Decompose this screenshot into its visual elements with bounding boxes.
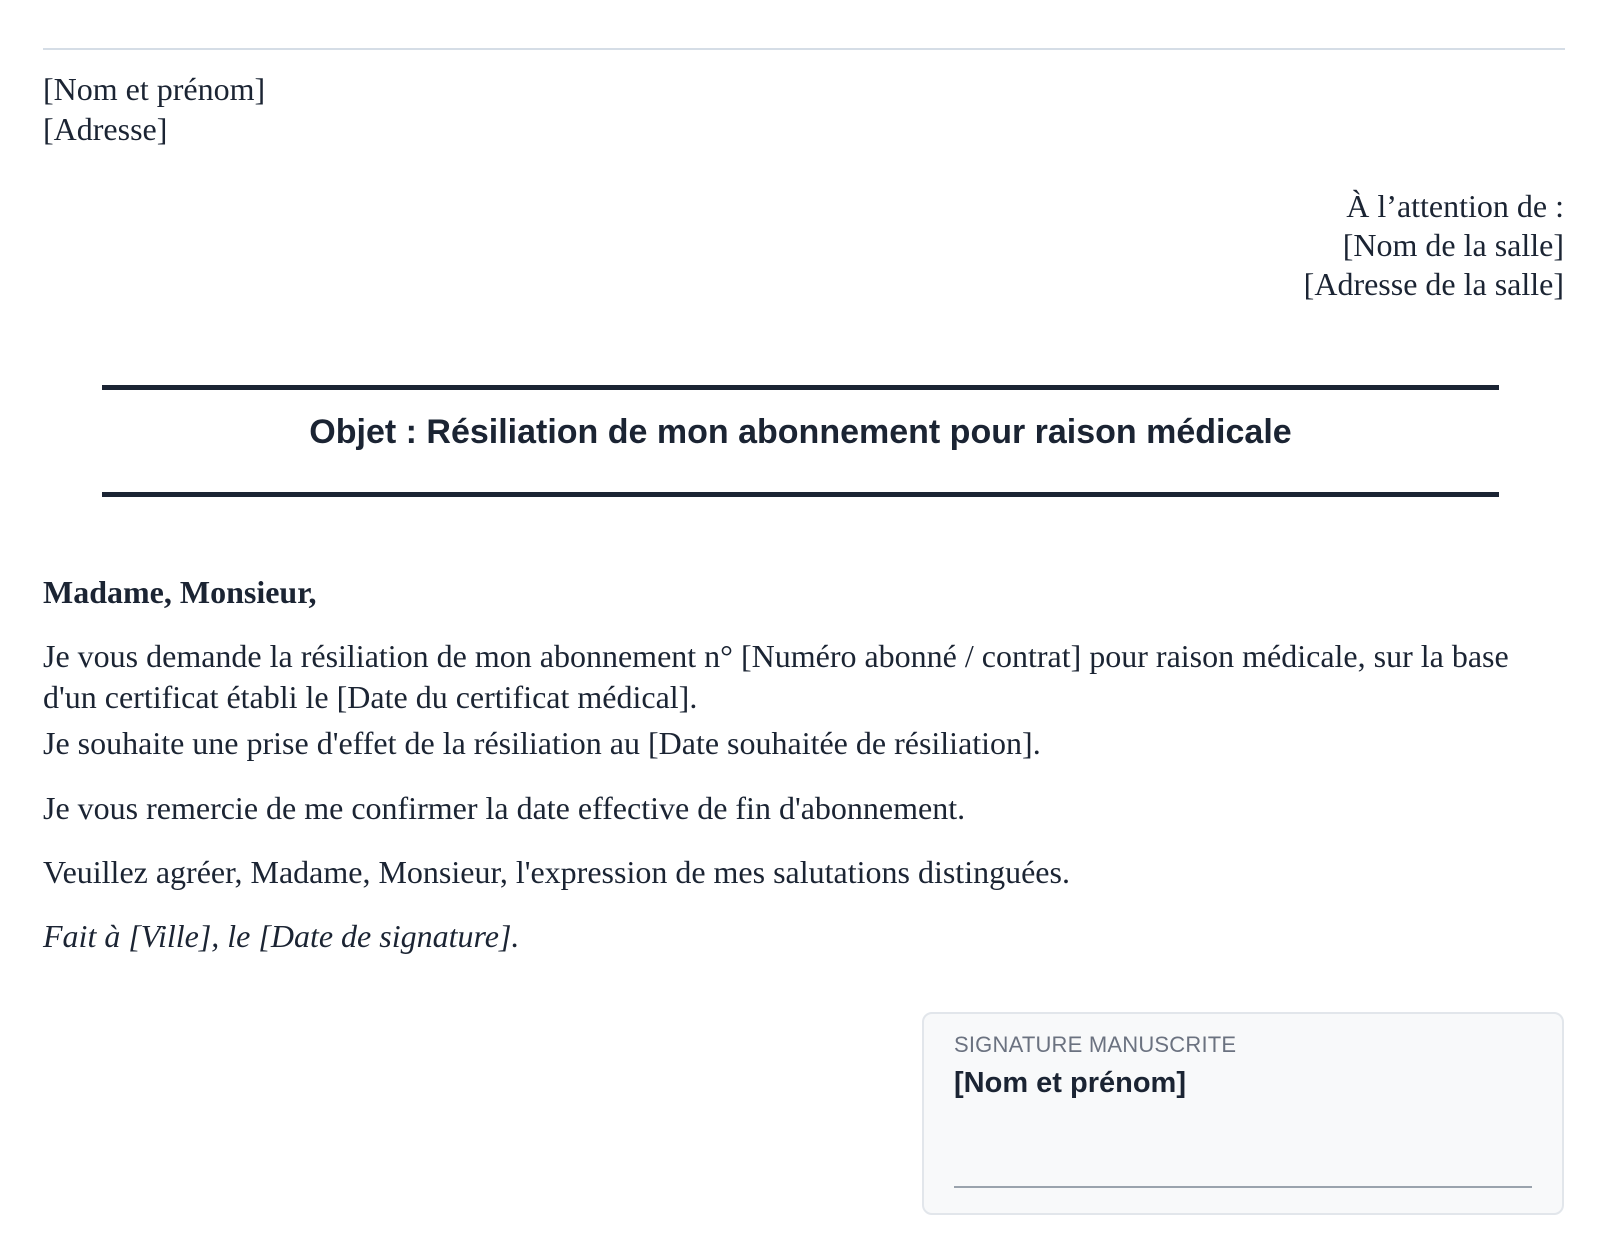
recipient-address: [Adresse de la salle]: [1303, 266, 1564, 302]
subject-line: Objet : Résiliation de mon abonnement pour raison médicale: [309, 413, 1292, 451]
sender-block: [43, 69, 265, 149]
sender-name: [Nom et prénom]: [43, 71, 266, 107]
place-and-date: Fait à [Ville], le [Date de signature].: [43, 918, 520, 954]
subject-block: [102, 385, 1499, 497]
paragraph-confirmation: Je vous remercie de me confirmer la date effective de fin d'abonnement.: [43, 790, 966, 826]
recipient-attention: À l’attention de :: [1346, 188, 1564, 224]
top-divider: [43, 48, 1565, 50]
sender-address: [Adresse]: [43, 111, 168, 147]
signature-label: SIGNATURE MANUSCRITE: [954, 1032, 1237, 1057]
recipient-block: [1304, 187, 1564, 304]
paragraph-request: Je vous demande la résiliation de mon abonnement n° [Numéro abonné / contrat] pour raison médicale, sur la base d'un certificat établi le [Date du certificat médical].: [43, 638, 1509, 715]
paragraph-effective-date: Je souhaite une prise d'effet de la résiliation au [Date souhaitée de résiliation].: [43, 725, 1041, 761]
salutation: Madame, Monsieur,: [43, 574, 317, 610]
signature-line: [954, 1186, 1532, 1188]
signature-name: [Nom et prénom]: [954, 1067, 1186, 1099]
recipient-name: [Nom de la salle]: [1342, 227, 1564, 263]
signature-box: [922, 1012, 1564, 1215]
closing-formula: Veuillez agréer, Madame, Monsieur, l'expression de mes salutations distinguées.: [43, 854, 1070, 890]
